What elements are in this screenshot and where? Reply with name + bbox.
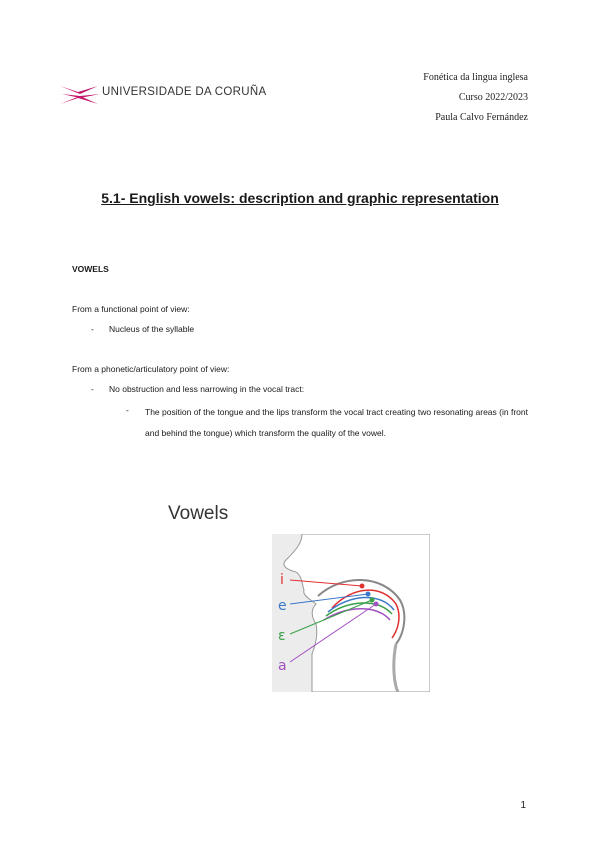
functional-intro: From a functional point of view: xyxy=(72,304,190,314)
logo-emblem xyxy=(60,86,100,104)
course-year: Curso 2022/2023 xyxy=(458,92,528,103)
label-eh: ɛ xyxy=(278,628,286,644)
vocal-tract-illustration xyxy=(272,534,430,692)
bullet-marker: - xyxy=(91,384,94,394)
label-i: i xyxy=(280,572,284,588)
course-name: Fonética da lingua inglesa xyxy=(423,72,528,83)
point-a xyxy=(374,602,379,607)
page-title: 5.1- English vowels: description and graphic representation xyxy=(101,190,499,206)
section-heading: VOWELS xyxy=(72,264,109,274)
vowel-diagram xyxy=(272,534,430,692)
phonetic-sub-item: The position of the tongue and the lips transform the vocal tract creating two resonating areas (in front and behind the tongue) which transform the quality of the vowel. xyxy=(145,407,528,438)
bullet-marker: - xyxy=(91,324,94,334)
label-a: a xyxy=(278,658,287,674)
point-e xyxy=(366,592,371,597)
author-name: Paula Calvo Fernández xyxy=(435,112,528,123)
head-profile xyxy=(284,534,430,692)
sub-bullet-marker: - xyxy=(126,405,129,415)
page-number: 1 xyxy=(520,800,526,811)
phonetic-item: No obstruction and less narrowing in the vocal tract: xyxy=(109,384,305,394)
figure-title: Vowels xyxy=(168,503,229,524)
functional-item: Nucleus of the syllable xyxy=(109,324,195,334)
point-i xyxy=(360,584,365,589)
point-eh xyxy=(370,598,375,603)
logo-wordmark: UNIVERSIDADE DA CORUÑA xyxy=(102,86,267,98)
label-e: e xyxy=(278,598,287,614)
phonetic-intro: From a phonetic/articulatory point of view: xyxy=(72,364,230,374)
